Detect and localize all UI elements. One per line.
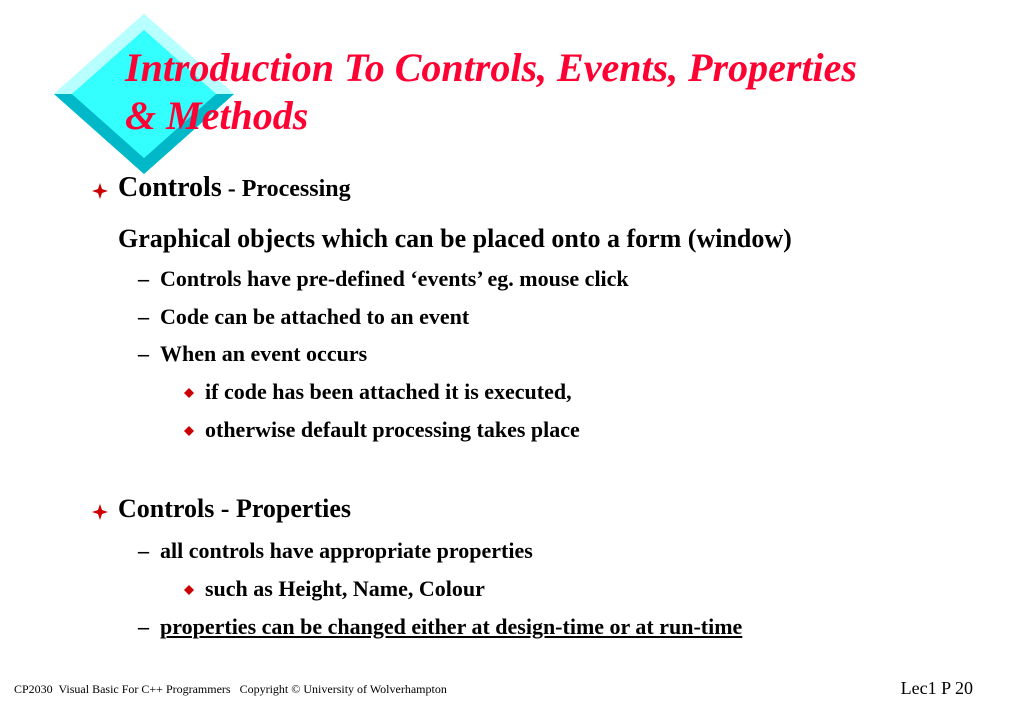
section1-heading	[118, 172, 351, 205]
fleur-bullet-icon	[92, 504, 108, 520]
footer-page-number: Lec1 P 20	[900, 678, 973, 698]
dash-bullet: –	[138, 341, 149, 366]
dash-bullet: –	[138, 538, 149, 563]
dash-bullet: –	[138, 304, 149, 329]
dash-bullet: –	[138, 266, 149, 291]
fleur-bullet-icon	[92, 183, 108, 199]
section1-item-1: Controls have pre-defined ‘events’ eg. mouse click	[160, 266, 629, 291]
section1-subitem-1: if code has been attached it is executed,	[205, 379, 572, 404]
title-line-2: & Methods	[125, 93, 309, 138]
section1-heading-suffix: - Processing	[221, 176, 351, 202]
footer-copyright: CP2030 Visual Basic For C++ Programmers Copyright © University of Wolverhampton	[14, 682, 447, 696]
section1-description: Graphical objects which can be placed onto a form (window)	[118, 224, 792, 253]
section2-item-2: properties can be changed either at design-time or at run-time	[160, 614, 743, 639]
section1-heading-main: Controls	[118, 172, 222, 203]
dash-bullet: –	[138, 614, 149, 639]
slide-title	[125, 44, 1005, 140]
section2-item-1: all controls have appropriate properties	[160, 538, 533, 563]
diamond-bullet-icon	[184, 388, 194, 398]
section1-subitem-2: otherwise default processing takes place	[205, 417, 580, 442]
section1-item-2: Code can be attached to an event	[160, 304, 470, 329]
diamond-bullet-icon	[184, 585, 194, 595]
section1-item-3: When an event occurs	[160, 341, 368, 366]
diamond-bullet-icon	[184, 426, 194, 436]
section2-heading: Controls - Properties	[118, 494, 351, 523]
title-line-1: Introduction To Controls, Events, Properties	[125, 45, 857, 90]
section2-subitem-1: such as Height, Name, Colour	[205, 576, 485, 601]
